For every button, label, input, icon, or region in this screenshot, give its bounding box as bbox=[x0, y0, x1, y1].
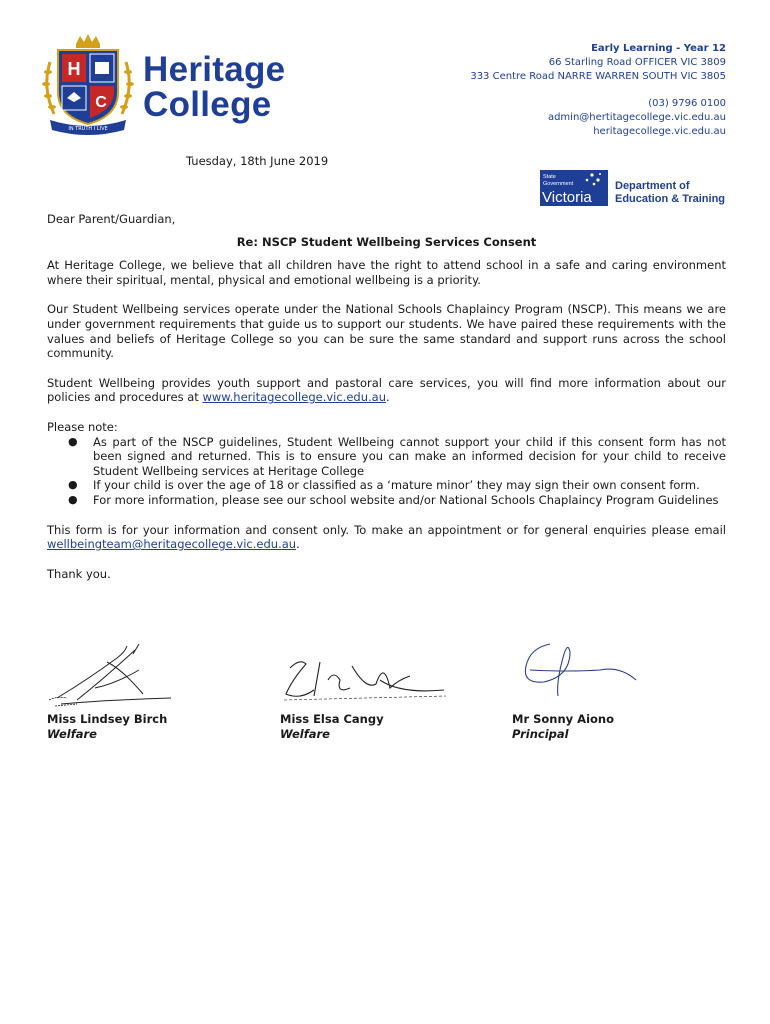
victoria-wordmark: Victoria bbox=[542, 189, 592, 206]
signature-cangy bbox=[280, 650, 450, 710]
salutation: Dear Parent/Guardian, bbox=[47, 212, 176, 226]
signature-birch bbox=[47, 640, 177, 710]
paragraph-1: At Heritage College, we believe that all children have the right to attend school in a safe and caring environment where their spiritual, mental, physical and emotional wellbeing is a priority. bbox=[47, 258, 726, 287]
government-label: Government bbox=[543, 181, 574, 187]
signatory-name-1: Miss Lindsey Birch bbox=[47, 712, 168, 726]
website-link[interactable]: www.heritagecollege.vic.edu.au bbox=[202, 390, 386, 405]
department-name bbox=[615, 180, 725, 206]
paragraph-2: Our Student Wellbeing services operate under the National Schools Chaplaincy Program (NSCP). This means we are under government requirements that guide us to support our students. We have paired these requirements with the values and beliefs of Heritage College so you can be sure the same standard and support runs across the school community. bbox=[47, 302, 726, 361]
closing: Thank you. bbox=[47, 566, 111, 581]
paragraph-3-end: . bbox=[386, 390, 390, 405]
note-text-1: As part of the NSCP guidelines, Student Wellbeing cannot support your child if this consent form has not been signed and returned. This is to ensure you can make an informed decision for your child to receive Student Wellbeing services at Heritage College bbox=[93, 434, 726, 478]
address-officer: 66 Starling Road OFFICER VIC 3809 bbox=[548, 57, 726, 68]
paragraph-4-text: This form is for your information and consent only. To make an appointment or for general enquiries please email bbox=[47, 522, 726, 537]
address-narre-warren: 333 Centre Road NARRE WARREN SOUTH VIC 3805 bbox=[470, 71, 726, 82]
dept-line1: Department of bbox=[615, 180, 690, 192]
paragraph-4 bbox=[47, 523, 726, 552]
college-wordmark bbox=[143, 52, 285, 122]
list-item bbox=[68, 478, 726, 493]
list-item bbox=[68, 492, 726, 508]
heritage-college-crest-logo bbox=[40, 32, 136, 136]
victoria-government-logo bbox=[540, 170, 608, 206]
signature-aiono bbox=[510, 636, 650, 706]
note-text-3: For more information, please see our school website and/or National Schools Chaplaincy Program Guidelines bbox=[93, 492, 719, 507]
college-name-line1: Heritage bbox=[143, 50, 286, 89]
contact-email: admin@hertitagecollege.vic.edu.au bbox=[547, 112, 726, 123]
crest-letter-h: H bbox=[67, 59, 81, 79]
note-title: Please note: bbox=[47, 419, 118, 434]
signatory-role-3: Principal bbox=[512, 727, 569, 741]
paragraph-4-end: . bbox=[296, 537, 300, 552]
contact-block bbox=[470, 42, 726, 139]
signatory-name-3: Mr Sonny Aiono bbox=[512, 712, 615, 726]
bullet-icon: ● bbox=[68, 478, 78, 492]
signatory-role-1: Welfare bbox=[47, 727, 97, 741]
note-text-2: If your child is over the age of 18 or classified as a ‘mature minor’ they may sign their own consent form. bbox=[93, 478, 700, 493]
crest-motto: IN TRUTH I LIVE bbox=[68, 126, 108, 132]
bullet-icon: ● bbox=[68, 492, 78, 506]
notes-list bbox=[47, 435, 726, 508]
dept-line2: Education & Training bbox=[615, 193, 726, 205]
paragraph-3 bbox=[47, 376, 726, 405]
list-item bbox=[68, 434, 726, 479]
signatory-role-2: Welfare bbox=[280, 727, 330, 741]
letter-date: Tuesday, 18th June 2019 bbox=[186, 154, 329, 168]
signatory-name-2: Miss Elsa Cangy bbox=[280, 712, 384, 726]
phone-number: (03) 9796 0100 bbox=[648, 98, 726, 109]
state-label: State bbox=[543, 174, 556, 180]
letter-subject: Re: NSCP Student Wellbeing Services Consent bbox=[236, 234, 537, 249]
bullet-icon: ● bbox=[68, 434, 78, 448]
contact-website: heritagecollege.vic.edu.au bbox=[593, 126, 726, 137]
email-link[interactable]: wellbeingteam@heritagecollege.vic.edu.au bbox=[47, 537, 297, 552]
college-name-line2: College bbox=[143, 85, 272, 124]
campus-label: Early Learning - Year 12 bbox=[591, 43, 726, 54]
letter-body bbox=[47, 212, 726, 581]
paragraph-3-text: Student Wellbeing provides youth support and pastoral care services, you will find more information about our policies and procedures at bbox=[47, 375, 726, 405]
crest-letter-c: C bbox=[95, 94, 107, 111]
